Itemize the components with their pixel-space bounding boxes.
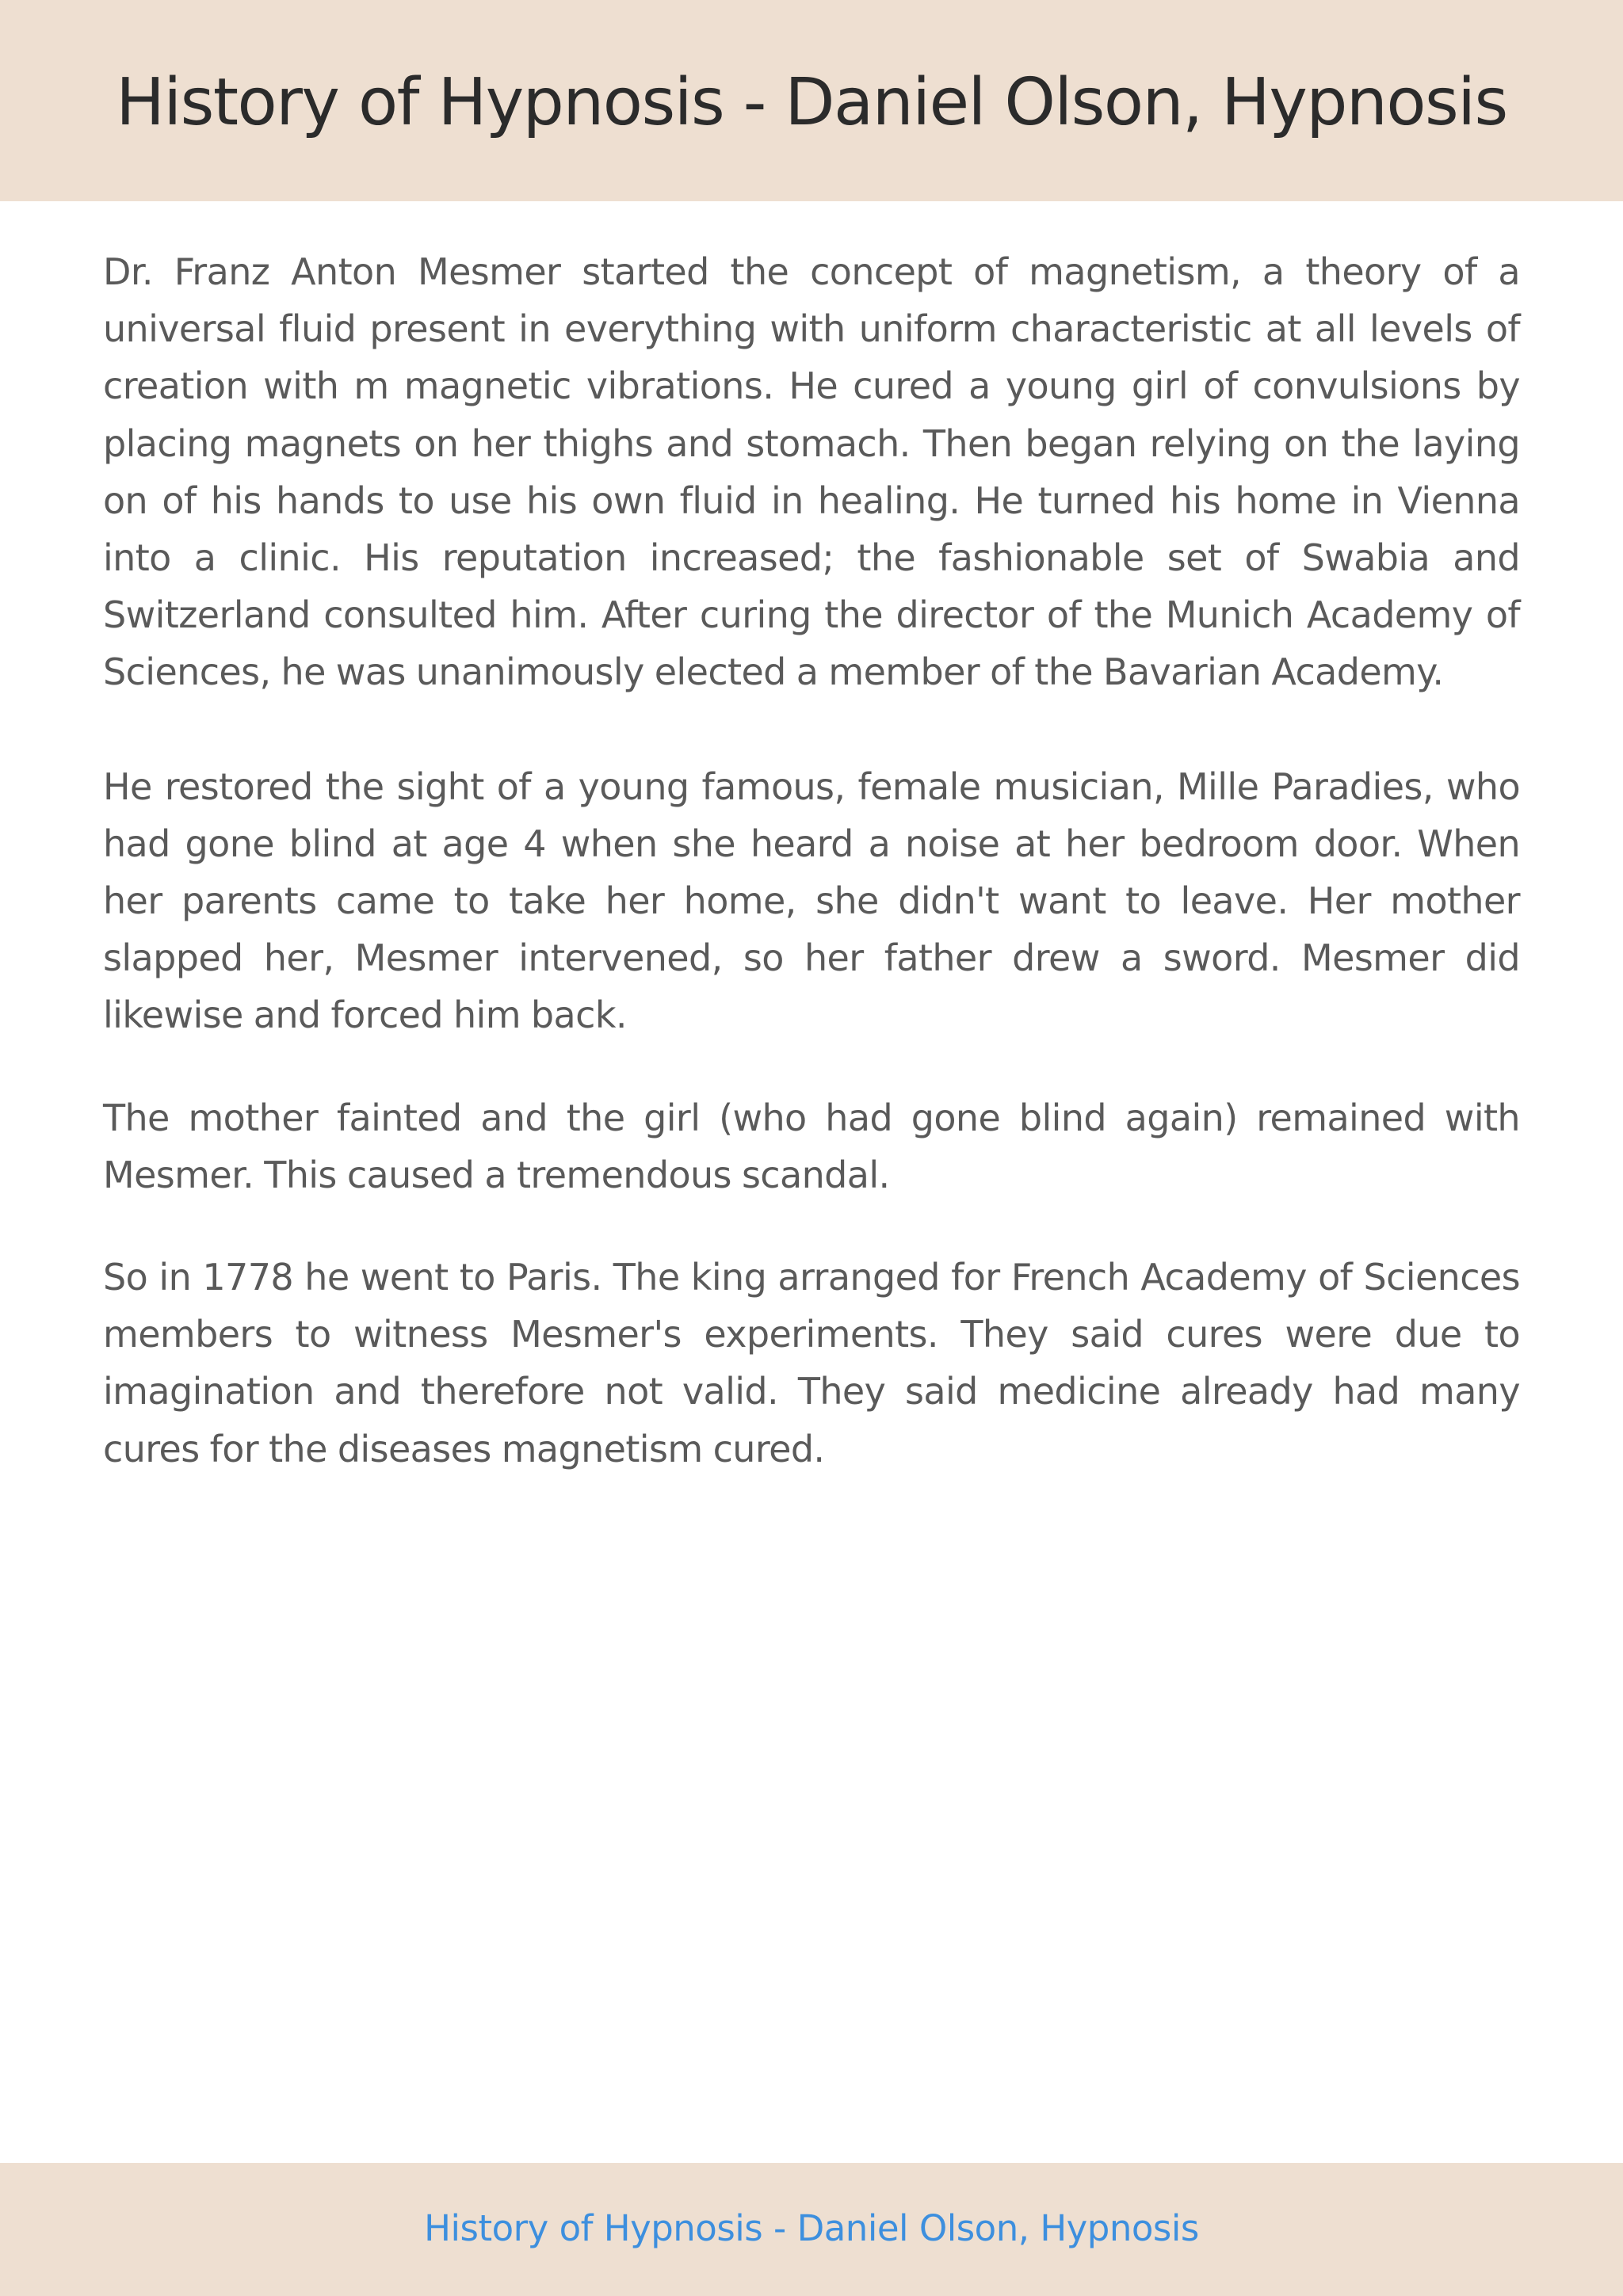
article-body: [103, 243, 1520, 1478]
footer-title-link[interactable]: History of Hypnosis - Daniel Olson, Hypnosis: [424, 2206, 1199, 2249]
page-footer: [0, 2163, 1623, 2296]
paragraph-mille-paradies: He restored the sight of a young famous, female musician, Mille Paradies, who had gone blind at age 4 when she heard a noise at her bedroom door. When her parents came to take her home, she didn't want to leave. Her mother slapped her, Mesmer intervened, so her father drew a sword. Mesmer did likewise and forced him back.: [103, 765, 1520, 1037]
paragraph-mesmer-magnetism: Dr. Franz Anton Mesmer started the concept of magnetism, a theory of a universal fluid present in everything with uniform characteristic at all levels of creation with m magnetic vibrations. He cured a young girl of convulsions by placing magnets on her thighs and stomach. Then began relying on the laying on of his hands to use his own fluid in healing. He turned his home in Vienna into a clinic. His reputation increased; the fashionable set of Swabia and Switzerland consulted him. After curing the director of the Munich Academy of Sciences, he was unanimously elected a member of the Bavarian Academy.: [103, 250, 1520, 694]
page-header: [0, 0, 1623, 201]
paragraph-paris: So in 1778 he went to Paris. The king arranged for French Academy of Sciences members to witness Mesmer's experiments. They said cures were due to imagination and therefore not valid. They said medicine already had many cures for the diseases magnetism cured.: [103, 1256, 1520, 1470]
page-title: History of Hypnosis - Daniel Olson, Hypnosis: [116, 64, 1507, 140]
paragraph-scandal: The mother fainted and the girl (who had gone blind again) remained with Mesmer. This caused a tremendous scandal.: [103, 1096, 1520, 1196]
